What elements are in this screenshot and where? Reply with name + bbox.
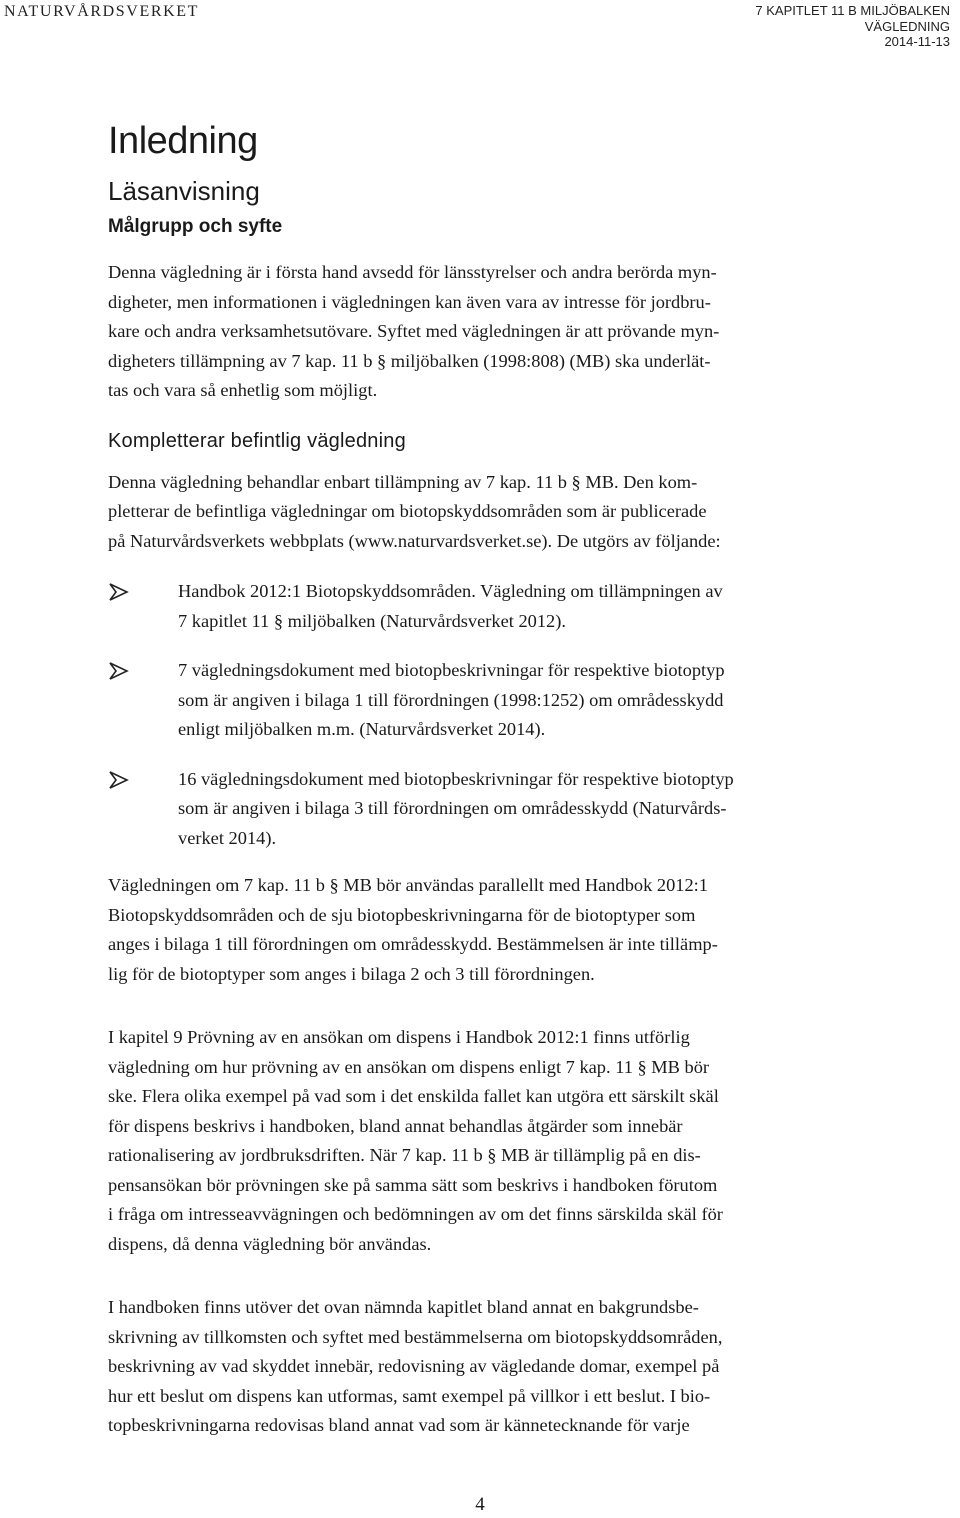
text-line: I handboken finns utöver det ovan nämnda kapitlet bland annat en bakgrundsbe-	[108, 1297, 699, 1317]
text-line: i fråga om intresseavvägningen och bedömningen av om det finns särskilda skäl för	[108, 1204, 723, 1224]
section-heading-malgrupp: Målgrupp och syfte	[108, 216, 283, 237]
page-subtitle: Läsanvisning	[108, 176, 260, 206]
text-line: ske. Flera olika exempel på vad som i det enskilda fallet kan utgöra ett särskilt skäl	[108, 1086, 719, 1106]
text-line: hur ett beslut om dispens kan utformas, samt exempel på villkor i ett beslut. I bio-	[108, 1385, 711, 1406]
page-number: 4	[475, 1494, 485, 1515]
list-item	[108, 656, 953, 745]
text-line: för dispens beskrivs i handboken, bland annat behandlas åtgärder som innebär	[108, 1115, 683, 1136]
text-line: skrivning av tillkomsten och syftet med bestämmelserna om biotopskyddsområden,	[108, 1326, 723, 1347]
header-organization: NATURVÅRDSVERKET	[4, 3, 199, 20]
text-line: kare och andra verksamhetsutövare. Syftet med vägledningen är att prövande myn-	[108, 321, 720, 341]
text-line: digheter, men informationen i vägledningen kan även vara av intresse för jordbru-	[108, 291, 711, 312]
text-line: Handbok 2012:1 Biotopskyddsområden. Vägledning om tillämpningen av	[178, 581, 723, 601]
paragraph-handbook-contents	[108, 1293, 953, 1441]
text-line: pensansökan bör prövningen ske på samma sätt som beskrivs i handboken förutom	[108, 1174, 718, 1195]
header-doc-type: VÄGLEDNING	[864, 18, 950, 34]
paragraph-purpose	[108, 258, 953, 406]
header-document-info	[755, 3, 950, 50]
page-title: Inledning	[108, 120, 258, 162]
text-line: verket 2014).	[178, 827, 277, 848]
text-line: som är angiven i bilaga 1 till förordningen (1998:1252) om områdesskydd	[178, 689, 724, 710]
text-line: vägledning om hur prövning av en ansökan om dispens enligt 7 kap. 11 § MB bör	[108, 1056, 710, 1077]
text-line: 7 vägledningsdokument med biotopbeskrivningar för respektive biotoptyp	[178, 660, 725, 680]
text-line: lig för de biotoptyper som anges i bilaga 2 och 3 till förordningen.	[108, 963, 595, 984]
text-line: som är angiven i bilaga 3 till förordningen om områdesskydd (Naturvårds-	[178, 798, 727, 818]
arrow-bullet-icon	[108, 582, 130, 602]
section-heading-kompletterar: Kompletterar befintlig vägledning	[108, 429, 406, 452]
text-line: Denna vägledning behandlar enbart tillämpning av 7 kap. 11 b § MB. Den kom-	[108, 471, 698, 492]
text-line: pletterar de befintliga vägledningar om biotopskyddsområden som är publicerade	[108, 501, 707, 521]
text-line: dispens, då denna vägledning bör användas.	[108, 1233, 432, 1254]
text-line: enligt miljöbalken m.m. (Naturvårdsverket 2014).	[178, 719, 546, 739]
paragraph-dispensation	[108, 1023, 953, 1259]
text-line: beskrivning av vad skyddet innebär, redovisning av vägledande domar, exempel på	[108, 1356, 720, 1376]
text-line: digheters tillämpning av 7 kap. 11 b § miljöbalken (1998:808) (MB) ska underlät-	[108, 350, 711, 371]
text-line: Vägledningen om 7 kap. 11 b § MB bör användas parallellt med Handbok 2012:1	[108, 875, 708, 895]
list-item	[108, 765, 953, 854]
text-line: rationalisering av jordbruksdriften. När 7 kap. 11 b § MB är tillämplig på en dis-	[108, 1145, 701, 1165]
page-content	[108, 112, 953, 1441]
header-doc-title: 7 KAPITLET 11 B MILJÖBALKEN	[755, 3, 950, 18]
text-line: Biotopskyddsområden och de sju biotopbeskrivningarna för de biotoptyper som	[108, 904, 696, 925]
text-line: 16 vägledningsdokument med biotopbeskrivningar för respektive biotoptyp	[178, 768, 734, 789]
arrow-bullet-icon	[108, 770, 130, 790]
arrow-bullet-icon	[108, 661, 130, 681]
text-line: Denna vägledning är i första hand avsedd för länsstyrelser och andra berörda myn-	[108, 262, 717, 282]
paragraph-parallel-use	[108, 871, 953, 989]
text-line: 7 kapitlet 11 § miljöbalken (Naturvårdsverket 2012).	[178, 610, 566, 631]
document-list	[108, 577, 953, 853]
list-item	[108, 577, 953, 636]
text-line: tas och vara så enhetlig som möjligt.	[108, 380, 378, 400]
text-line: topbeskrivningarna redovisas bland annat vad som är kännetecknande för varje	[108, 1415, 690, 1435]
text-line: på Naturvårdsverkets webbplats (www.naturvardsverket.se). De utgörs av följande:	[108, 530, 721, 551]
paragraph-complement	[108, 468, 953, 557]
text-line: I kapitel 9 Prövning av en ansökan om dispens i Handbok 2012:1 finns utförlig	[108, 1027, 690, 1047]
header-doc-date: 2014-11-13	[884, 34, 950, 49]
text-line: anges i bilaga 1 till förordningen om områdesskydd. Bestämmelsen är inte tillämp-	[108, 934, 718, 954]
